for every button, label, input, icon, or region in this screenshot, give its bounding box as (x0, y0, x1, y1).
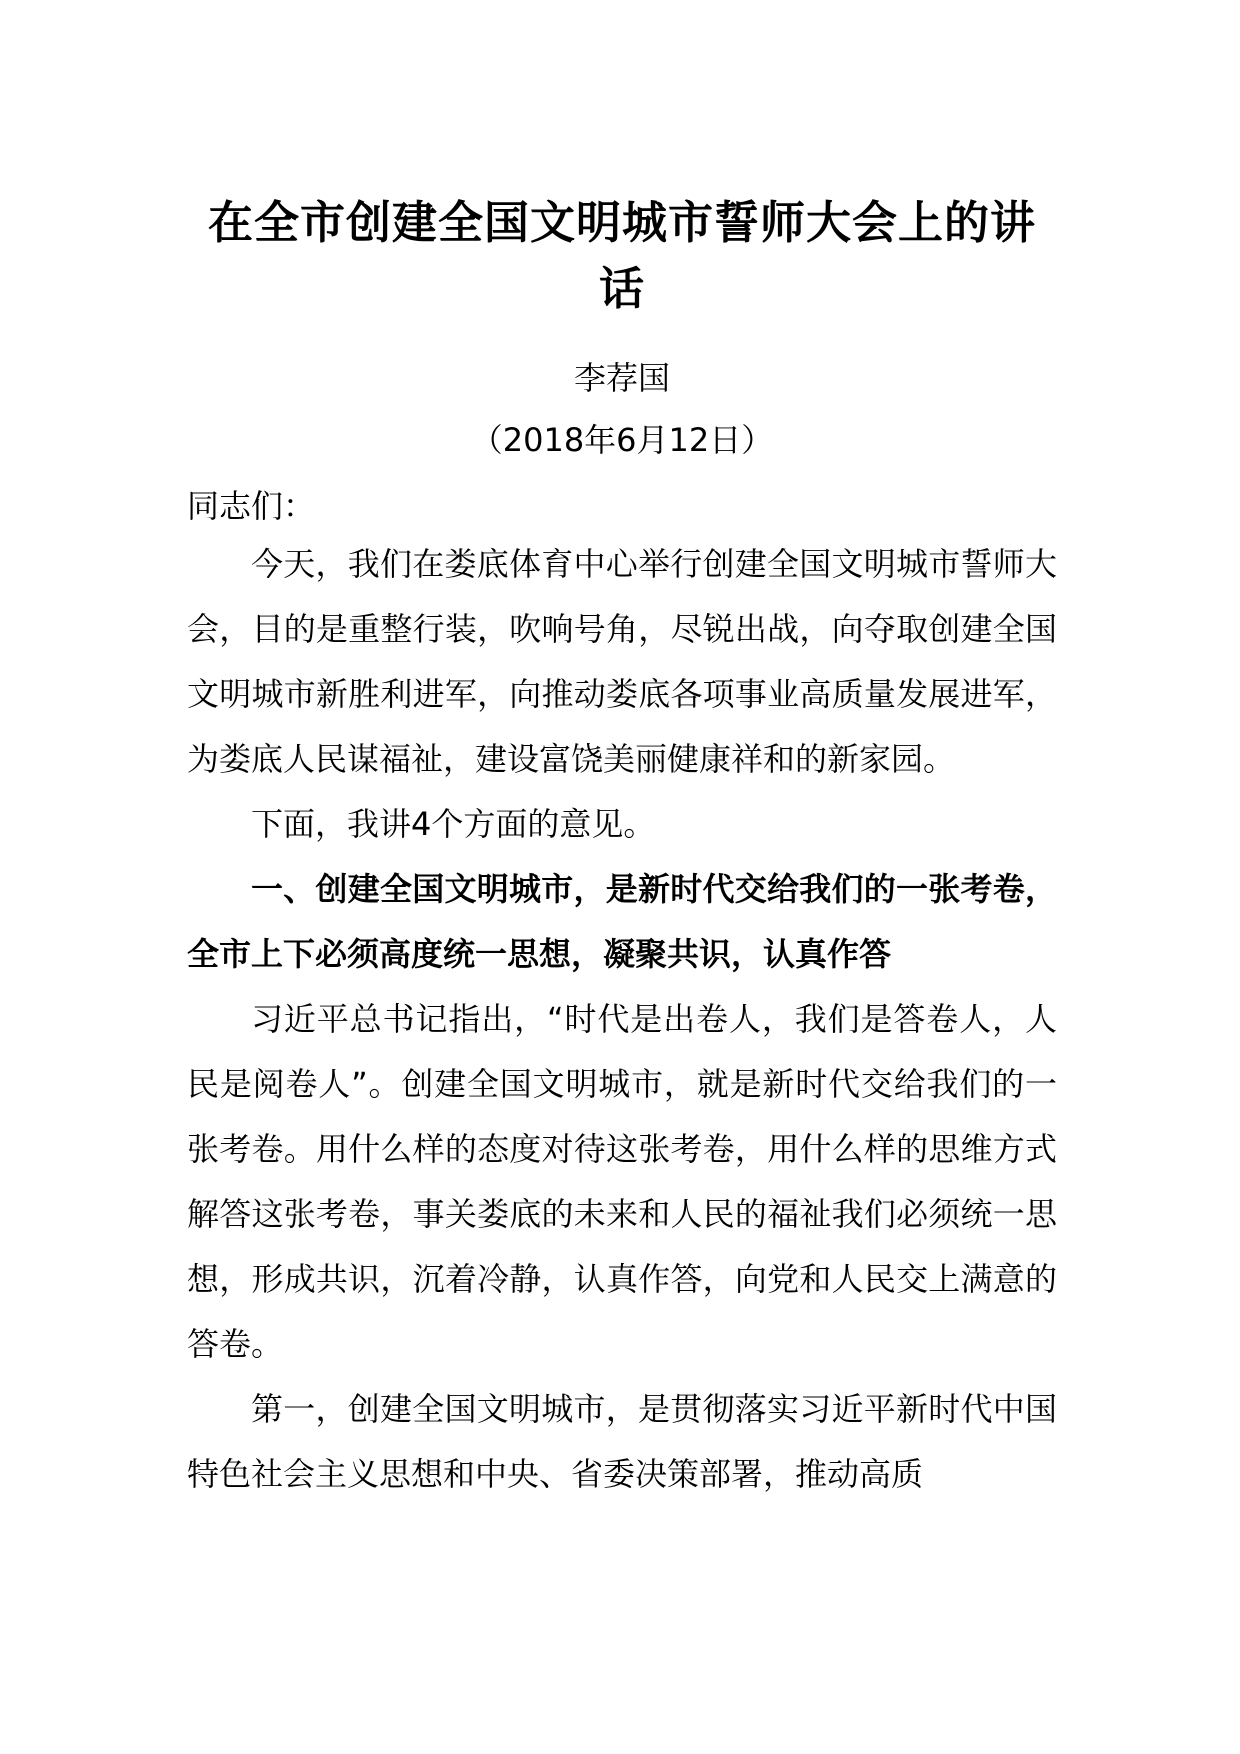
paragraph: 下面，我讲4个方面的意见。 (251, 805, 656, 843)
section-heading: 一、创建全国文明城市，是新时代交给我们的一张考卷，全市上下必须高度统一思想，凝聚共识，认真作答 (187, 870, 1057, 973)
paragraph: 今天，我们在娄底体育中心举行创建全国文明城市誓师大会，目的是重整行装，吹响号角，尽锐出战，向夺取创建全国文明城市新胜利进军，向推动娄底各项事业高质量发展进军，为娄底人民谋福祉，建设富饶美丽健康祥和的新家园。 (187, 545, 1057, 778)
author-name: 李荐国 (573, 359, 670, 397)
document-body (187, 190, 1057, 1507)
paragraph: 习近平总书记指出，“时代是出卷人，我们是答卷人，人民是阅卷人”。创建全国文明城市，就是新时代交给我们的一张考卷。用什么样的态度对待这张考卷，用什么样的思维方式解答这张考卷，事关娄底的未来和人民的福祉我们必须统一思想，形成共识，沉着冷静，认真作答，向党和人民交上满意的答卷。 (187, 1000, 1057, 1363)
document-title: 在全市创建全国文明城市誓师大会上的讲话 (207, 196, 1036, 315)
speech-date: （2018年6月12日） (470, 421, 774, 459)
paragraph: 第一，创建全国文明城市，是贯彻落实习近平新时代中国特色社会主义思想和中央、省委决策部署，推动高质 (187, 1390, 1057, 1493)
salutation: 同志们： (187, 487, 316, 525)
